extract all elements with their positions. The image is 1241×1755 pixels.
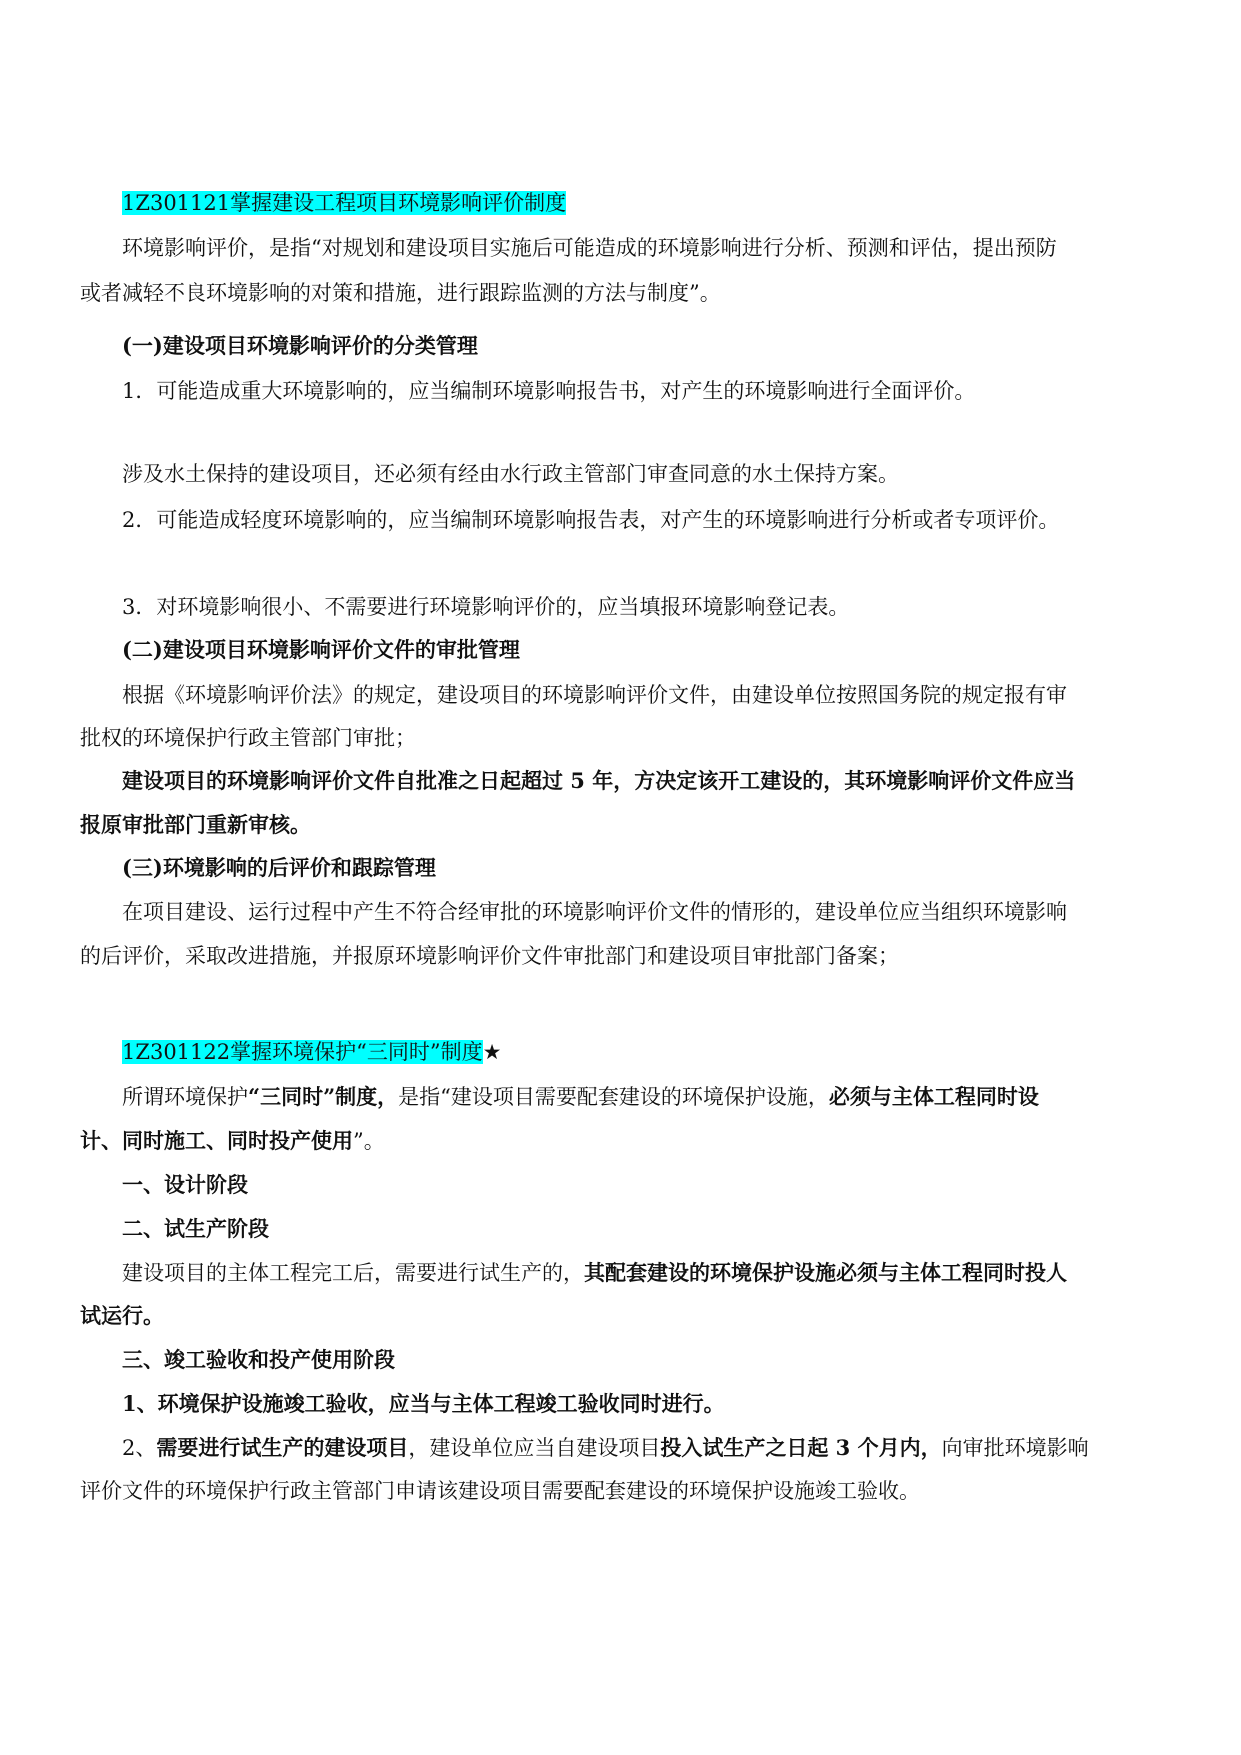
intro-text-e: 计、同时施工、同时投产使用 — [80, 1128, 353, 1153]
stage-acceptance: 三、竣工验收和投产使用阶段 — [122, 1347, 395, 1372]
item2-text-c: ，建设单位应当自建设项目 — [408, 1436, 661, 1460]
section-code-2: 1Z301122 — [122, 1040, 231, 1064]
section-title-1: 掌握建设工程项目环境影响评价制度 — [230, 191, 567, 215]
intro-text-a: 所谓环境保护 — [122, 1085, 248, 1109]
three-simultaneous-line-2 — [80, 1127, 385, 1155]
post-eval-line-2: 的后评价，采取改进措施，并报原环境影响评价文件审批部门和建设项目审批部门备案； — [80, 944, 899, 968]
trial-text-b: 其配套建设的环境保护设施必须与主体工程同时投人 — [584, 1260, 1067, 1285]
subheading-classification: (一)建设项目环境影响评价的分类管理 — [122, 333, 478, 358]
stage-trial-production: 二、试生产阶段 — [122, 1216, 269, 1241]
intro-line-2: 或者减轻不良环境影响的对策和措施，进行跟踪监测的方法与制度”。 — [80, 281, 721, 305]
approval-bold-line-1: 建设项目的环境影响评价文件自批准之日起超过 5 年，方决定该开工建设的，其环境影响评价文件应当 — [122, 768, 1076, 793]
three-simultaneous-line-1 — [122, 1083, 1039, 1111]
list-item-major-impact: 1．可能造成重大环境影响的，应当编制环境影响报告书，对产生的环境影响进行全面评价。 — [122, 379, 976, 403]
intro-text-b: “三同时”制度， — [248, 1084, 399, 1109]
acceptance-item-1: 1、环境保护设施竣工验收，应当与主体工程竣工验收同时进行。 — [122, 1391, 725, 1416]
intro-text-c: 是指“建设项目需要配套建设的环境保护设施， — [398, 1085, 829, 1109]
section-code-1: 1Z301121 — [122, 191, 231, 215]
item2-text-e: 向审批环境影响 — [941, 1436, 1089, 1460]
trial-para-line-2: 试运行。 — [80, 1303, 164, 1328]
section-title-2: 掌握环境保护“三同时”制度 — [230, 1040, 483, 1064]
subheading-approval: (二)建设项目环境影响评价文件的审批管理 — [122, 637, 520, 662]
note-soil-conservation: 涉及水土保持的建设项目，还必须有经由水行政主管部门审查同意的水土保持方案。 — [122, 462, 899, 486]
trial-para-line-1 — [122, 1259, 1067, 1287]
intro-text-d: 必须与主体工程同时设 — [828, 1084, 1039, 1109]
subheading-post-evaluation: (三)环境影响的后评价和跟踪管理 — [122, 855, 436, 880]
item2-text-b: 需要进行试生产的建设项目 — [156, 1435, 409, 1460]
intro-line-1: 环境影响评价，是指“对规划和建设项目实施后可能造成的环境影响进行分析、预测和评估，提出预防 — [122, 236, 1057, 260]
item2-text-a: 2、 — [122, 1436, 157, 1460]
approval-para-line-2: 批权的环境保护行政主管部门审批； — [80, 726, 416, 750]
approval-bold-line-2: 报原审批部门重新审核。 — [80, 812, 311, 837]
acceptance-item-2-line-2: 评价文件的环境保护行政主管部门申请该建设项目需要配套建设的环境保护设施竣工验收。 — [80, 1479, 920, 1503]
approval-para-line-1: 根据《环境影响评价法》的规定，建设项目的环境影响评价文件，由建设单位按照国务院的规定报有审 — [122, 683, 1067, 707]
acceptance-item-2-line-1 — [122, 1434, 1089, 1462]
star-icon: ★ — [482, 1040, 502, 1064]
list-item-minor-impact: 2．可能造成轻度环境影响的，应当编制环境影响报告表，对产生的环境影响进行分析或者专项评价。 — [122, 508, 1060, 532]
post-eval-line-1: 在项目建设、运行过程中产生不符合经审批的环境影响评价文件的情形的，建设单位应当组织环境影响 — [122, 900, 1067, 924]
list-item-small-impact: 3．对环境影响很小、不需要进行环境影响评价的，应当填报环境影响登记表。 — [122, 595, 850, 619]
stage-design: 一、设计阶段 — [122, 1172, 248, 1197]
section-heading-1 — [122, 189, 566, 217]
item2-text-d: 投入试生产之日起 3 个月内， — [660, 1435, 942, 1460]
trial-text-a: 建设项目的主体工程完工后，需要进行试生产的， — [122, 1261, 584, 1285]
intro-text-f: ”。 — [353, 1129, 385, 1153]
section-heading-2 — [122, 1038, 501, 1066]
